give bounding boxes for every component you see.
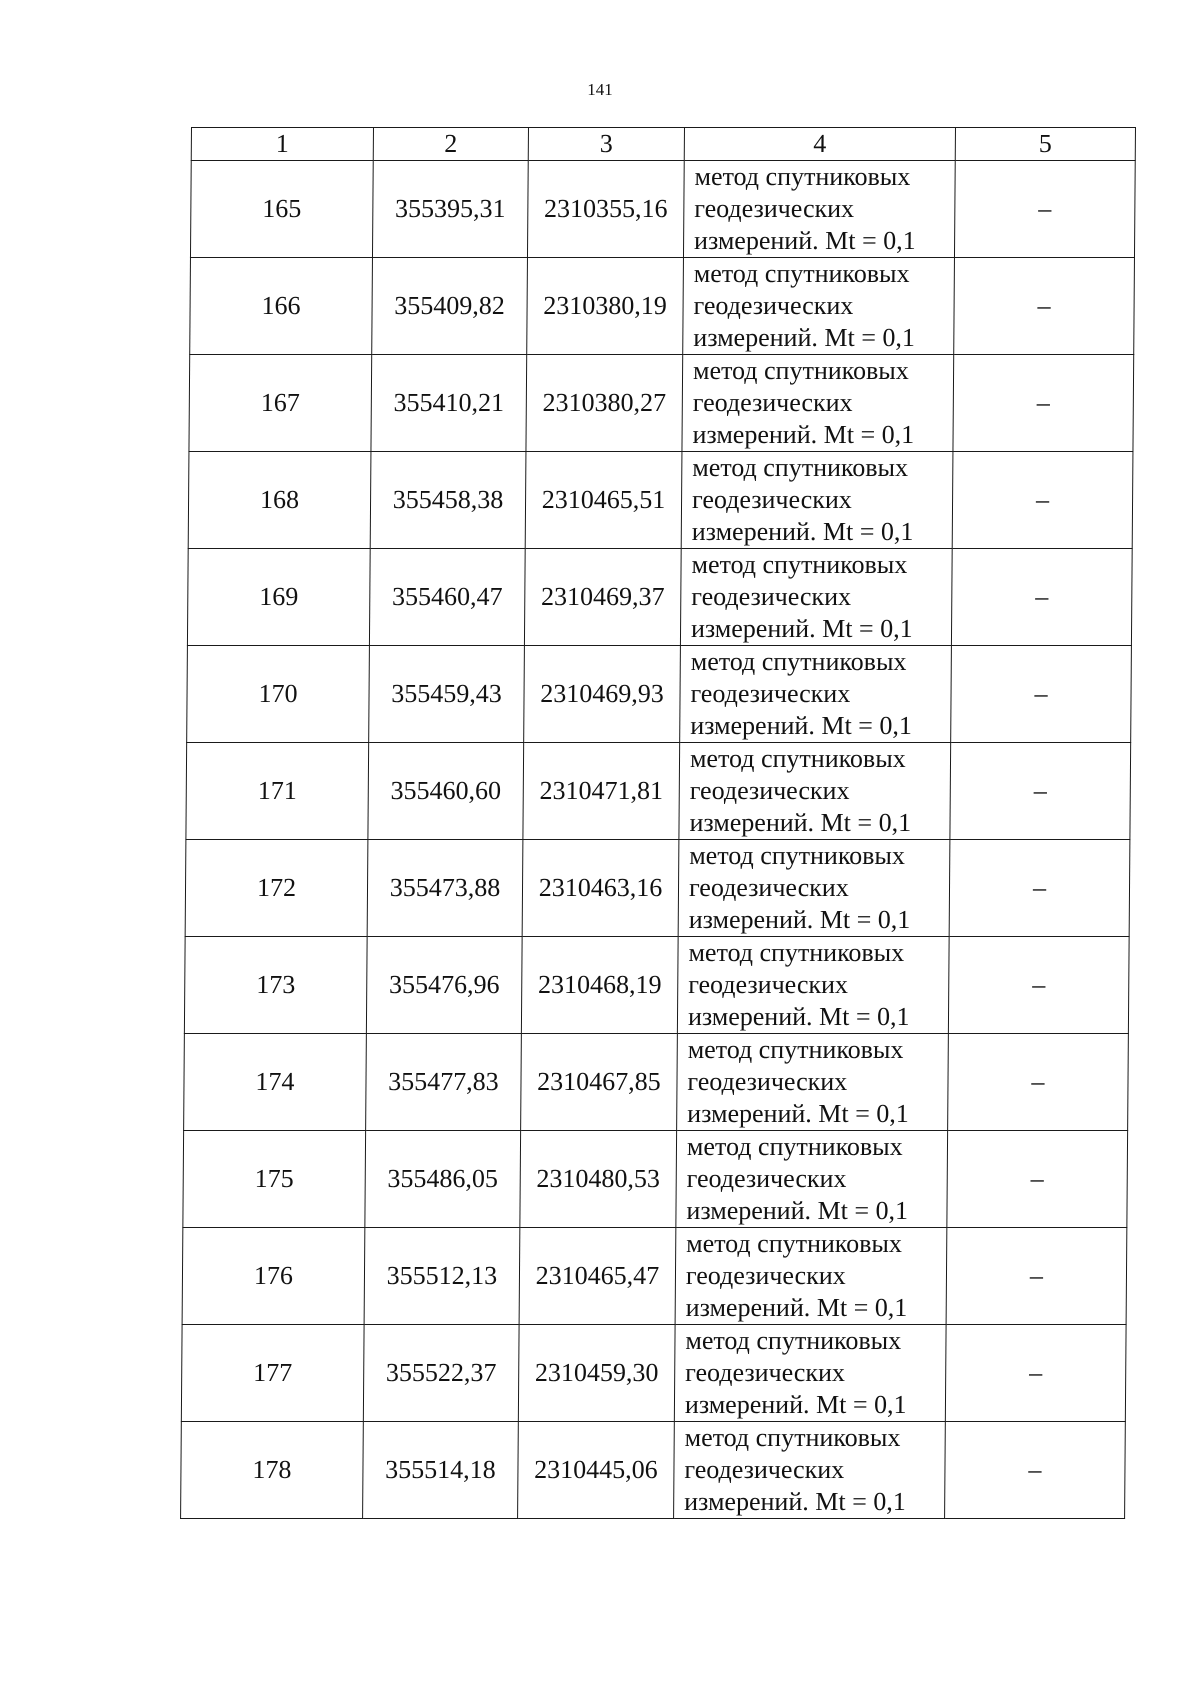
table-row — [190, 258, 1135, 355]
method-line-1: метод спутниковых — [691, 550, 908, 579]
method-line-3: измерений. Mt = 0,1 — [690, 711, 913, 740]
note-cell: – — [953, 355, 1134, 452]
method-line-3: измерений. Mt = 0,1 — [685, 1293, 908, 1322]
method-line-2: геодезических — [685, 1358, 846, 1387]
coordinate-y: 2310459,30 — [518, 1325, 675, 1422]
table-row — [184, 937, 1129, 1034]
method-line-3: измерений. Mt = 0,1 — [689, 808, 912, 837]
method-line-3: измерений. Mt = 0,1 — [691, 517, 914, 546]
coordinate-y: 2310468,19 — [521, 937, 678, 1034]
method-line-3: измерений. Mt = 0,1 — [686, 1196, 909, 1225]
method-cell — [677, 1034, 949, 1131]
point-number: 167 — [189, 355, 372, 452]
method-line-1: метод спутниковых — [688, 938, 905, 967]
method-line-3: измерений. Mt = 0,1 — [687, 1099, 909, 1128]
table-header — [191, 128, 1135, 161]
note-cell: – — [954, 258, 1135, 355]
method-line-1: метод спутниковых — [690, 647, 907, 676]
coordinate-y: 2310469,93 — [524, 646, 681, 743]
method-cell — [674, 1422, 946, 1519]
point-number: 177 — [181, 1325, 364, 1422]
method-line-3: измерений. Mt = 0,1 — [687, 1002, 910, 1031]
table-row — [187, 549, 1132, 646]
table-row — [185, 840, 1130, 937]
method-cell — [680, 549, 952, 646]
method-cell — [683, 258, 955, 355]
method-cell — [682, 355, 954, 452]
point-number: 175 — [183, 1131, 366, 1228]
method-line-2: геодезических — [688, 970, 849, 999]
point-number: 170 — [187, 646, 370, 743]
coordinate-x: 355395,31 — [372, 161, 528, 258]
coordinate-x: 355522,37 — [363, 1325, 519, 1422]
coordinate-y: 2310480,53 — [520, 1131, 677, 1228]
point-number: 174 — [184, 1034, 367, 1131]
method-line-2: геодезических — [690, 679, 851, 708]
method-line-2: геодезических — [685, 1261, 846, 1290]
table-row — [181, 1422, 1126, 1519]
coordinate-y: 2310471,81 — [523, 743, 680, 840]
method-line-1: метод спутниковых — [694, 162, 911, 191]
note-cell: – — [952, 452, 1133, 549]
method-line-2: геодезических — [684, 1455, 845, 1484]
coordinate-x: 355458,38 — [370, 452, 526, 549]
coordinate-x: 355514,18 — [363, 1422, 519, 1519]
coordinates-table — [180, 127, 1136, 1519]
method-line-3: измерений. Mt = 0,1 — [693, 323, 916, 352]
coordinate-x: 355460,60 — [368, 743, 524, 840]
method-line-1: метод спутниковых — [685, 1326, 902, 1355]
point-number: 173 — [184, 937, 367, 1034]
method-line-1: метод спутниковых — [693, 259, 910, 288]
note-cell: – — [951, 646, 1132, 743]
point-number: 172 — [185, 840, 368, 937]
note-cell: – — [948, 937, 1129, 1034]
coordinate-x: 355410,21 — [371, 355, 527, 452]
coordinate-y: 2310463,16 — [522, 840, 679, 937]
note-cell: – — [946, 1228, 1127, 1325]
coordinate-x: 355486,05 — [365, 1131, 521, 1228]
method-line-1: метод спутниковых — [686, 1132, 903, 1161]
method-line-2: геодезических — [694, 194, 855, 223]
note-cell: – — [948, 1034, 1129, 1131]
method-line-1: метод спутниковых — [686, 1229, 903, 1258]
method-line-2: геодезических — [693, 291, 854, 320]
note-cell: – — [954, 161, 1135, 258]
table-row — [182, 1228, 1127, 1325]
header-col-2: 2 — [373, 128, 528, 161]
point-number: 165 — [190, 161, 373, 258]
method-cell — [677, 937, 949, 1034]
header-col-5: 5 — [955, 128, 1135, 161]
coordinate-y: 2310465,47 — [519, 1228, 676, 1325]
method-cell — [674, 1325, 946, 1422]
coordinate-y: 2310467,85 — [521, 1034, 678, 1131]
coordinate-x: 355459,43 — [369, 646, 525, 743]
table-row — [186, 743, 1131, 840]
note-cell: – — [949, 840, 1130, 937]
coordinate-y: 2310465,51 — [525, 452, 682, 549]
table-body — [181, 161, 1136, 1519]
method-cell — [680, 646, 952, 743]
coordinate-y: 2310355,16 — [527, 161, 684, 258]
coordinate-x: 355409,82 — [372, 258, 528, 355]
method-line-2: геодезических — [689, 776, 850, 805]
table-row — [189, 355, 1134, 452]
method-line-2: геодезических — [691, 485, 852, 514]
header-row — [191, 128, 1135, 161]
method-line-2: геодезических — [686, 1164, 847, 1193]
point-number: 171 — [186, 743, 369, 840]
point-number: 169 — [187, 549, 370, 646]
header-col-3: 3 — [528, 128, 684, 161]
method-line-3: измерений. Mt = 0,1 — [684, 1390, 907, 1419]
method-line-2: геодезических — [692, 388, 853, 417]
method-line-1: метод спутниковых — [689, 841, 906, 870]
note-cell: – — [951, 549, 1132, 646]
method-cell — [679, 743, 951, 840]
method-line-2: геодезических — [687, 1067, 848, 1096]
coordinate-x: 355477,83 — [366, 1034, 522, 1131]
method-line-1: метод спутниковых — [692, 356, 909, 385]
table-row — [188, 452, 1133, 549]
method-line-3: измерений. Mt = 0,1 — [690, 614, 913, 643]
coordinate-x: 355473,88 — [367, 840, 523, 937]
method-line-1: метод спутниковых — [687, 1035, 904, 1064]
method-line-3: измерений. Mt = 0,1 — [692, 420, 915, 449]
table-row — [183, 1131, 1128, 1228]
note-cell: – — [945, 1325, 1126, 1422]
method-line-3: измерений. Mt = 0,1 — [684, 1487, 906, 1516]
method-line-1: метод спутниковых — [684, 1423, 901, 1452]
method-line-3: измерений. Mt = 0,1 — [693, 226, 916, 255]
note-cell: – — [950, 743, 1131, 840]
method-cell — [676, 1131, 948, 1228]
method-line-1: метод спутниковых — [689, 744, 906, 773]
table-row — [187, 646, 1132, 743]
point-number: 166 — [190, 258, 373, 355]
method-line-3: измерений. Mt = 0,1 — [688, 905, 911, 934]
method-cell — [681, 452, 953, 549]
note-cell: – — [947, 1131, 1128, 1228]
method-line-2: геодезических — [691, 582, 852, 611]
coordinate-y: 2310380,19 — [527, 258, 684, 355]
coordinate-x: 355476,96 — [366, 937, 522, 1034]
point-number: 176 — [182, 1228, 365, 1325]
table-row — [190, 161, 1135, 258]
coordinate-y: 2310380,27 — [526, 355, 683, 452]
method-cell — [683, 161, 955, 258]
header-col-4: 4 — [684, 128, 955, 161]
point-number: 178 — [181, 1422, 364, 1519]
table-row — [181, 1325, 1126, 1422]
note-cell: – — [945, 1422, 1126, 1519]
coordinate-y: 2310469,37 — [524, 549, 681, 646]
coordinate-y: 2310445,06 — [518, 1422, 675, 1519]
header-col-1: 1 — [191, 128, 373, 161]
coordinate-x: 355512,13 — [364, 1228, 520, 1325]
method-line-1: метод спутниковых — [692, 453, 909, 482]
point-number: 168 — [188, 452, 371, 549]
method-line-2: геодезических — [688, 873, 849, 902]
page-number: 141 — [587, 80, 613, 99]
method-cell — [675, 1228, 947, 1325]
table-row — [184, 1034, 1129, 1131]
coordinate-x: 355460,47 — [369, 549, 525, 646]
method-cell — [678, 840, 950, 937]
